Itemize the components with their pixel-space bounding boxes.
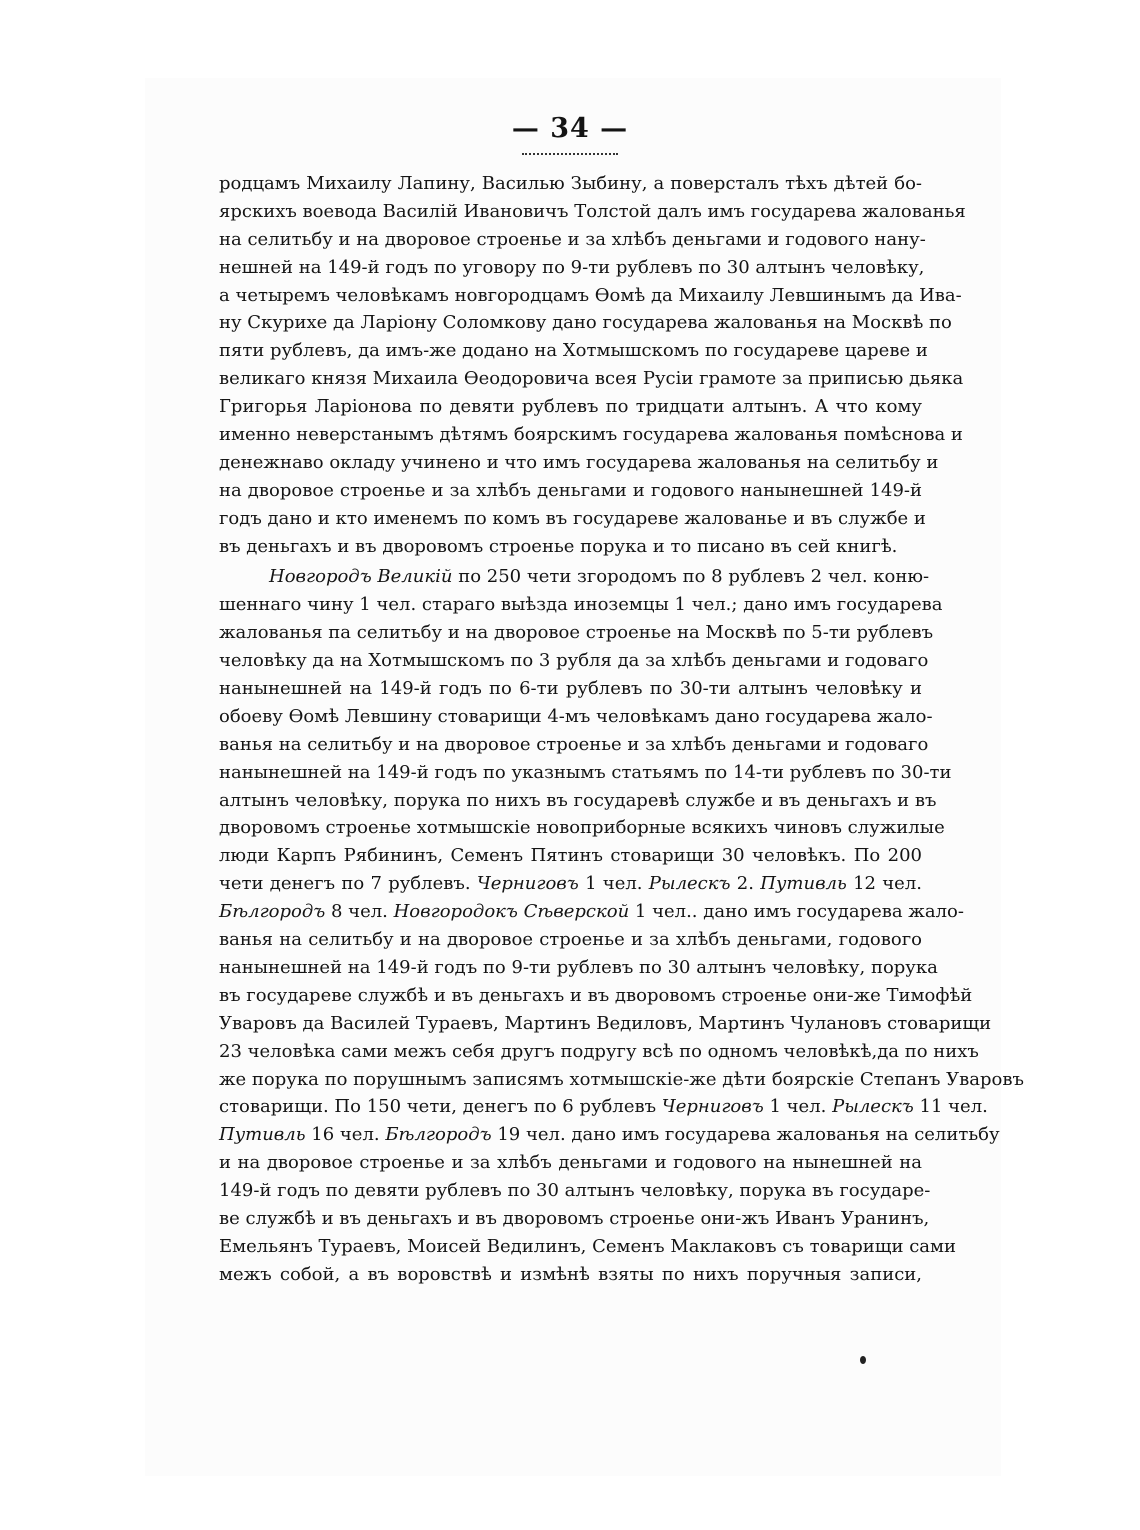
text-line: нешней на 149-й годъ по уговору по 9-ти рублевъ по 30 алтынъ человѣку, bbox=[219, 256, 925, 278]
text-line: Григорья Ларіонова по девяти рублевъ по тридцати алтынъ. А что кому bbox=[219, 396, 922, 418]
text-line: ванья на селитьбу и на дворовое строенье и за хлѣбъ деньгами и годоваго bbox=[219, 733, 929, 755]
text-line: Уваровъ да Василей Тураевъ, Мартинъ Ведиловъ, Мартинъ Чулановъ стоварищи bbox=[219, 1012, 992, 1034]
text-line: же порука по порушнымъ записямъ хотмышскіе-же дѣти боярскіе Степанъ Уваровъ bbox=[219, 1068, 1024, 1090]
place-name: Рылескъ bbox=[832, 1096, 914, 1118]
text-line: годъ дано и кто именемъ по комъ въ государеве жалованье и въ службе и bbox=[219, 507, 926, 529]
text-line: въ деньгахъ и въ дворовомъ строенье порука и то писано въ сей книгѣ. bbox=[219, 535, 898, 557]
text-line: ванья на селитьбу и на дворовое строенье и за хлѣбъ деньгами, годового bbox=[219, 929, 922, 951]
text-line: дворовомъ строенье хотмышскіе новоприборные всякихъ чиновъ служилые bbox=[219, 817, 945, 839]
page-number: — 34 — bbox=[511, 113, 629, 144]
text-line: шеннаго чину 1 чел. стараго выѣзда иноземцы 1 чел.; дано имъ государева bbox=[219, 594, 943, 616]
text-line: обоеву Ѳомѣ Левшину стоварищи 4-мъ человѣкамъ дано государева жало- bbox=[219, 705, 933, 727]
text-line: ве службѣ и въ деньгахъ и въ дворовомъ строенье они-жъ Иванъ Уранинъ, bbox=[219, 1207, 930, 1229]
place-name: Бѣлгородъ bbox=[385, 1124, 492, 1146]
text-line: 23 человѣка сами межъ себя другъ подругу всѣ по одномъ человѣкѣ,да по нихъ bbox=[219, 1040, 979, 1062]
text-line: 149-й годъ по девяти рублевъ по 30 алтынъ человѣку, порука въ государе- bbox=[219, 1180, 931, 1202]
place-name: Путивль bbox=[219, 1124, 306, 1146]
text-line: пяти рублевъ, да имъ-же додано на Хотмышскомъ по государеве цареве и bbox=[219, 340, 928, 362]
text-line: люди Карпъ Рябининъ, Семенъ Пятинъ стоварищи 30 человѣкъ. По 200 bbox=[219, 845, 922, 867]
text-line: на дворовое строенье и за хлѣбъ деньгами и годового нанынешней 149-й bbox=[219, 479, 922, 501]
place-name: Новгородокъ Сѣверской bbox=[393, 901, 630, 923]
text-line: чети денегъ по 7 рублевъ. Черниговъ 1 чел. Рылескъ 2. Путивль 12 чел. bbox=[219, 873, 922, 895]
text-line: межъ собой, а въ воровствѣ и измѣнѣ взяты по нихъ поручныя записи, bbox=[219, 1263, 922, 1285]
ink-mark bbox=[860, 1356, 866, 1364]
text-line: именно неверстанымъ дѣтямъ боярскимъ государева жалованья помѣснова и bbox=[219, 424, 963, 446]
text-line: алтынъ человѣку, порука по нихъ въ государевѣ службе и въ деньгахъ и въ bbox=[219, 789, 937, 811]
place-name: Черниговъ bbox=[476, 873, 579, 895]
paragraph-2 bbox=[219, 563, 1024, 1288]
text-line: Емельянъ Тураевъ, Моисей Ведилинъ, Семенъ Маклаковъ съ товарищи сами bbox=[219, 1235, 957, 1257]
text-line: ну Скурихе да Ларіону Соломкову дано государева жалованья на Москвѣ по bbox=[219, 312, 952, 334]
text-line: и на дворовое строенье и за хлѣбъ деньгами и годового на нынешней на bbox=[219, 1152, 922, 1174]
page-number-ornament bbox=[522, 148, 618, 155]
text-line: ярскихъ воевода Василій Ивановичъ Толстой далъ имъ государева жалованья bbox=[219, 200, 966, 222]
text-line: Путивль 16 чел. Бѣлгородъ 19 чел. дано имъ государева жалованья на селитьбу bbox=[219, 1124, 1000, 1146]
place-name: Путивль bbox=[760, 873, 847, 895]
place-name: Черниговъ bbox=[661, 1096, 764, 1118]
text-line: денежнаво окладу учинено и что имъ государева жалованья на селитьбу и bbox=[219, 451, 939, 473]
text-line: нанынешней на 149-й годъ по 6-ти рублевъ по 30-ти алтынъ человѣку и bbox=[219, 678, 922, 700]
body-text bbox=[219, 170, 1024, 1289]
text-line: Новгородъ Великій по 250 чети згородомъ по 8 рублевъ 2 чел. коню- bbox=[269, 566, 930, 588]
text-line: жалованья па селитьбу и на дворовое строенье на Москвѣ по 5-ти рублевъ bbox=[219, 622, 934, 644]
paragraph-1 bbox=[219, 170, 966, 560]
text-line: на селитьбу и на дворовое строенье и за хлѣбъ деньгами и годового нану- bbox=[219, 228, 926, 250]
text-line: человѣку да на Хотмышскомъ по 3 рубля да за хлѣбъ деньгами и годоваго bbox=[219, 650, 929, 672]
text-line: стоварищи. По 150 чети, денегъ по 6 рублевъ Черниговъ 1 чел. Рылескъ 11 чел. bbox=[219, 1096, 988, 1118]
text-line: а четыремъ человѣкамъ новгородцамъ Ѳомѣ да Михаилу Левшинымъ да Ива- bbox=[219, 284, 962, 306]
place-name: Рылескъ bbox=[648, 873, 731, 895]
text-line: нанынешней на 149-й годъ по 9-ти рублевъ по 30 алтынъ человѣку, порука bbox=[219, 956, 938, 978]
place-name: Бѣлгородъ bbox=[219, 901, 326, 923]
text-line: родцамъ Михаилу Лапину, Василью Зыбину, а поверсталъ тѣхъ дѣтей бо- bbox=[219, 173, 922, 194]
text-line: нанынешней на 149-й годъ по указнымъ статьямъ по 14-ти рублевъ по 30-ти bbox=[219, 761, 952, 783]
text-line: въ государеве службѣ и въ деньгахъ и въ дворовомъ строенье они-же Тимофѣй bbox=[219, 984, 973, 1006]
text-line: великаго князя Михаила Ѳеодоровича всея Русіи грамоте за приписью дьяка bbox=[219, 368, 964, 390]
place-name: Новгородъ Великій bbox=[269, 566, 453, 588]
text-line: Бѣлгородъ 8 чел. Новгородокъ Сѣверской 1 чел.. дано имъ государева жало- bbox=[219, 901, 964, 923]
